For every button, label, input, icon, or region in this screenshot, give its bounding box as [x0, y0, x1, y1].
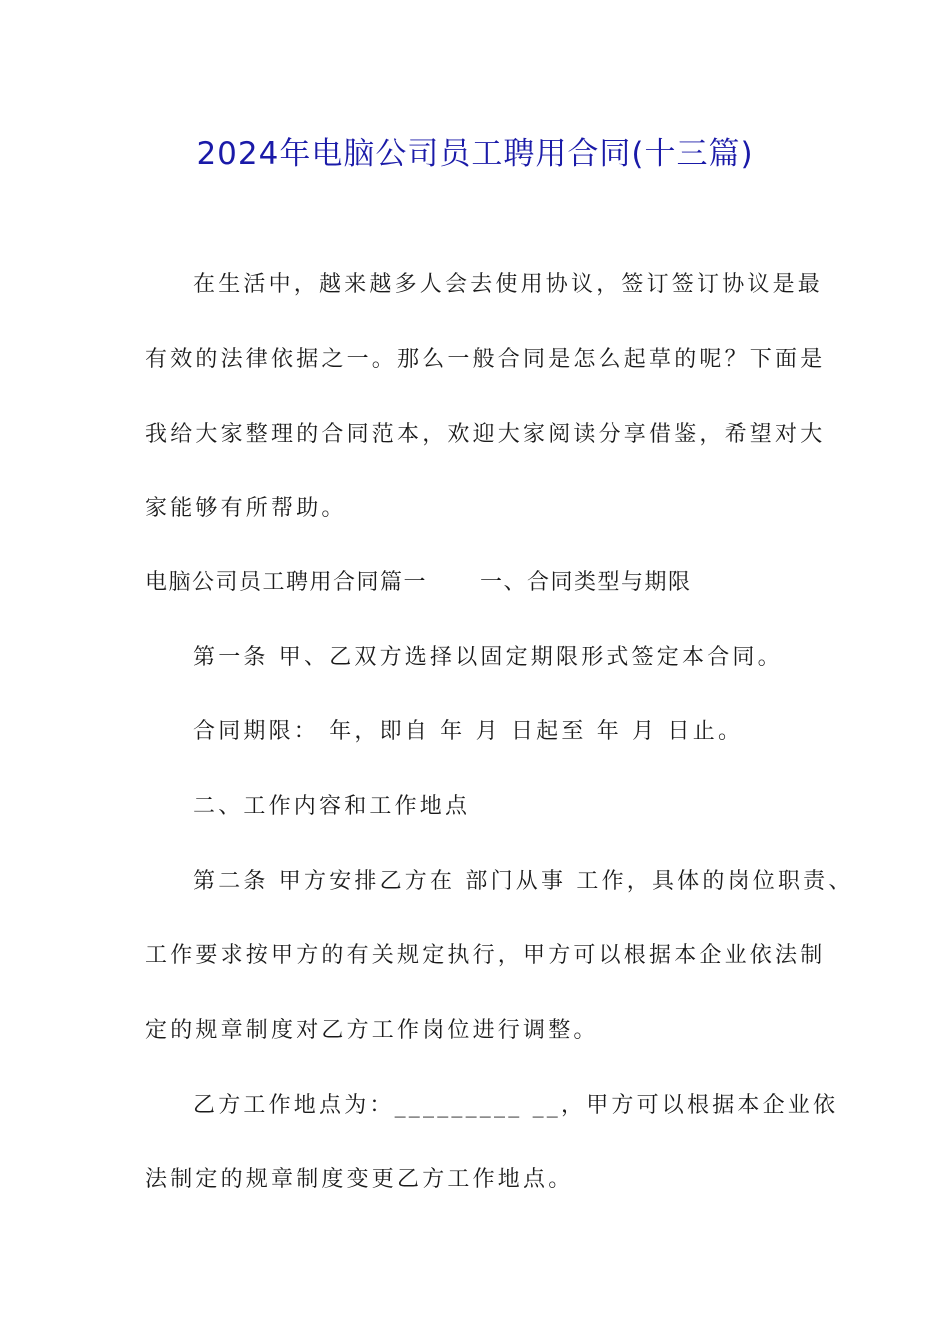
contract-term: 合同期限： 年，即自 年 月 日起至 年 月 日止。 — [193, 719, 744, 744]
section-heading: 电脑公司员工聘用合同篇一 — [145, 570, 428, 595]
workplace-line-1: 乙方工作地点为：_________ __，甲方可以根据本企业依 — [193, 1093, 839, 1118]
workplace-line-2: 法制定的规章制度变更乙方工作地点。 — [145, 1167, 574, 1192]
heading-work-content: 二、工作内容和工作地点 — [193, 794, 471, 819]
subsection-heading: 一、合同类型与期限 — [480, 570, 692, 595]
article-1: 第一条 甲、乙双方选择以固定期限形式签定本合同。 — [193, 645, 783, 670]
intro-line-3: 我给大家整理的合同范本，欢迎大家阅读分享借鉴，希望对大 — [145, 422, 826, 447]
intro-line-1: 在生活中，越来越多人会去使用协议，签订签订协议是最 — [193, 272, 824, 297]
article-2-line-1: 第二条 甲方安排乙方在 部门从事 工作，具体的岗位职责、 — [193, 869, 854, 894]
intro-line-4: 家能够有所帮助。 — [145, 496, 347, 521]
document-title: 2024年电脑公司员工聘用合同(十三篇) — [196, 136, 754, 172]
article-2-line-3: 定的规章制度对乙方工作岗位进行调整。 — [145, 1018, 599, 1043]
intro-line-2: 有效的法律依据之一。那么一般合同是怎么起草的呢？下面是 — [145, 347, 826, 372]
article-2-line-2: 工作要求按甲方的有关规定执行，甲方可以根据本企业依法制 — [145, 943, 826, 968]
